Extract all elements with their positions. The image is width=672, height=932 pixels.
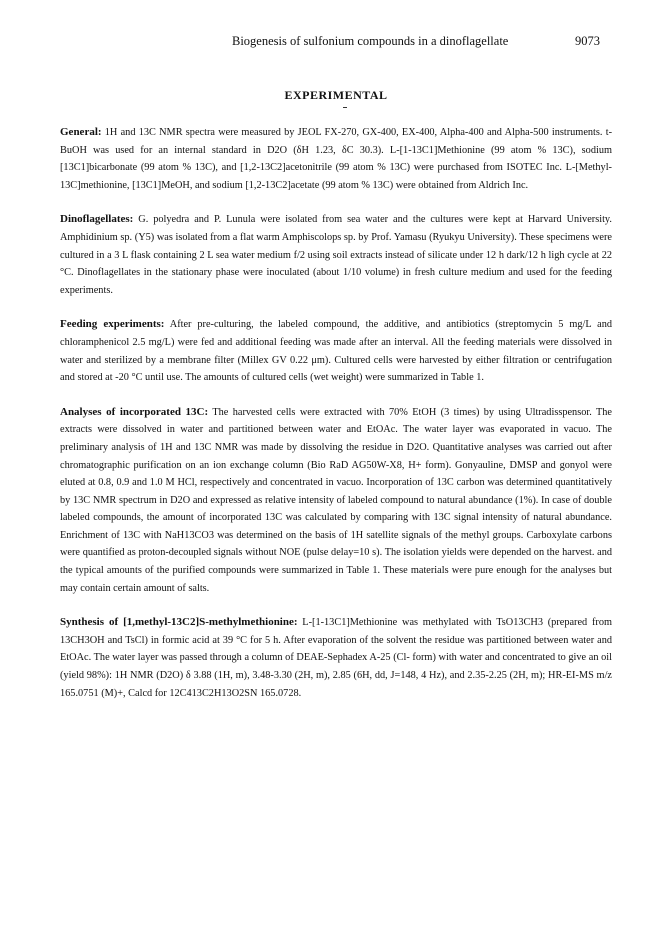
title-tick-mark: [343, 107, 347, 108]
paragraph-synthesis: [60, 614, 612, 702]
text-analyses: The harvested cells were extracted with 70% EtOH (3 times) by using Ultradisspensor. The extracts were dissolved in water and partitioned between water and EtOAc. The water layer was evaporated in vacuo. The preliminary analysis of 1H and 13C NMR was made by dissolving the residue in D2O. Quantitative analyses was carried out after chromatographic purification on an ion exchange column (Bio RaD AG50W-X8, H+ form). Gonyauline, DMSP and gonyol were eluted at 0.8, 0.9 and 1.0 M HCl, respectively and concentrated in vacuo. Incorporation of 13C carbon was determined quantitatively by 13C NMR spectrum in D2O and expressed as relative intensity of labeled compound to natural abundance (1%). In case of double labeled compounds, the amount of incorporated 13C was calculated by comparing with 13C signal intensity of natural abundance. Enrichment of 13C with NaH13CO3 was determined on the basis of 1H satellite signals of the methyl groups. Carboxylate carbons were quantified as proton-decoupled signals without NOE (pulse delay=10 s). The isolation yields were depended on the harvest. and the typical amounts of the purified compounds were summarized in Table 1. These materials were pure enough for the analyses but may contain certain amount of salts.: [60, 406, 612, 594]
paragraph-analyses: [60, 404, 612, 598]
heading-general: General:: [60, 126, 102, 138]
page-number: 9073: [575, 34, 600, 48]
running-title: Biogenesis of sulfonium compounds in a dinoflagellate: [232, 34, 509, 48]
paragraph-feeding: [60, 316, 612, 386]
text-dinoflagellates: G. polyedra and P. Lunula were isolated from sea water and the cultures were kept at Harvard University. Amphidinium sp. (Y5) was isolated from a flat warm Amphiscolops sp. by Prof. Yamasu (Ryukyu University). These specimens were cultured in a 3 L flask containing 2 L sea water medium f/2 using soil extracts instead of silicate under 12 h dark/12 h ligh cycle at 22 °C. Dinoflagellates in the stationary phase were inoculated (about 1/10 volume) in fresh culture medium and used for the feeding experiments.: [60, 214, 612, 296]
heading-dinoflagellates: Dinoflagellates:: [60, 213, 134, 226]
heading-analyses: Analyses of incorporated 13C:: [60, 405, 209, 418]
paragraph-dinoflagellates: [60, 211, 612, 299]
section-title: EXPERIMENTAL: [284, 88, 388, 102]
heading-synthesis: Synthesis of [1,methyl-13C2]S-methylmethionine:: [60, 616, 298, 629]
text-feeding: After pre-culturing, the labeled compound, the additive, and antibiotics (streptomycin 5 mg/L and chloramphenicol 2.5 mg/L) were fed and additional feeding was made after an interval. All the feeding materials were dissolved in water and sterilized by a membrane filter (Millex GV 0.22 μm). Cultured cells were harvested by either filtration or centrifugation and stored at -20 °C until use. The amounts of cultured cells (wet weight) were summarized in Table 1.: [60, 319, 612, 384]
running-header: [0, 34, 672, 54]
heading-feeding: Feeding experiments:: [60, 318, 165, 331]
body-text: [60, 124, 612, 719]
paragraph-general: [60, 124, 612, 194]
text-synthesis: L-[1-13C1]Methionine was methylated with TsO13CH3 (prepared from 13CH3OH and TsCl) in formic acid at 39 °C for 5 h. After evaporation of the solvent the residue was partitioned between water and EtOAc. The water layer was passed through a column of DEAE-Sephadex A-25 (Cl- form) with water and concentrated to give an oil (yield 98%): 1H NMR (D2O) δ 3.88 (1H, m), 3.48-3.30 (2H, m), 2.85 (6H, dd, J=148, 4 Hz), and 2.35-2.25 (2H, m); HR-EI-MS m/z 165.0751 (M)+, Calcd for 12C413C2H13O2SN 165.0728.: [60, 617, 612, 699]
text-general: 1H and 13C NMR spectra were measured by JEOL FX-270, GX-400, EX-400, Alpha-400 and Alpha-500 instruments. t-BuOH was used for an internal standard in D2O (δH 1.23, δC 30.3). L-[1-13C1]Methionine (99 atom % 13C), sodium [13C1]bicarbonate (99 atom % 13C), and [1,2-13C2]acetonitrile (99 atom % 13C) were purchased from ISOTEC Inc. L-[Methyl-13C]methionine, [13C1]MeOH, and sodium [1,2-13C2]acetate (99 atom % 13C) were obtained from Aldrich Inc.: [60, 127, 612, 191]
